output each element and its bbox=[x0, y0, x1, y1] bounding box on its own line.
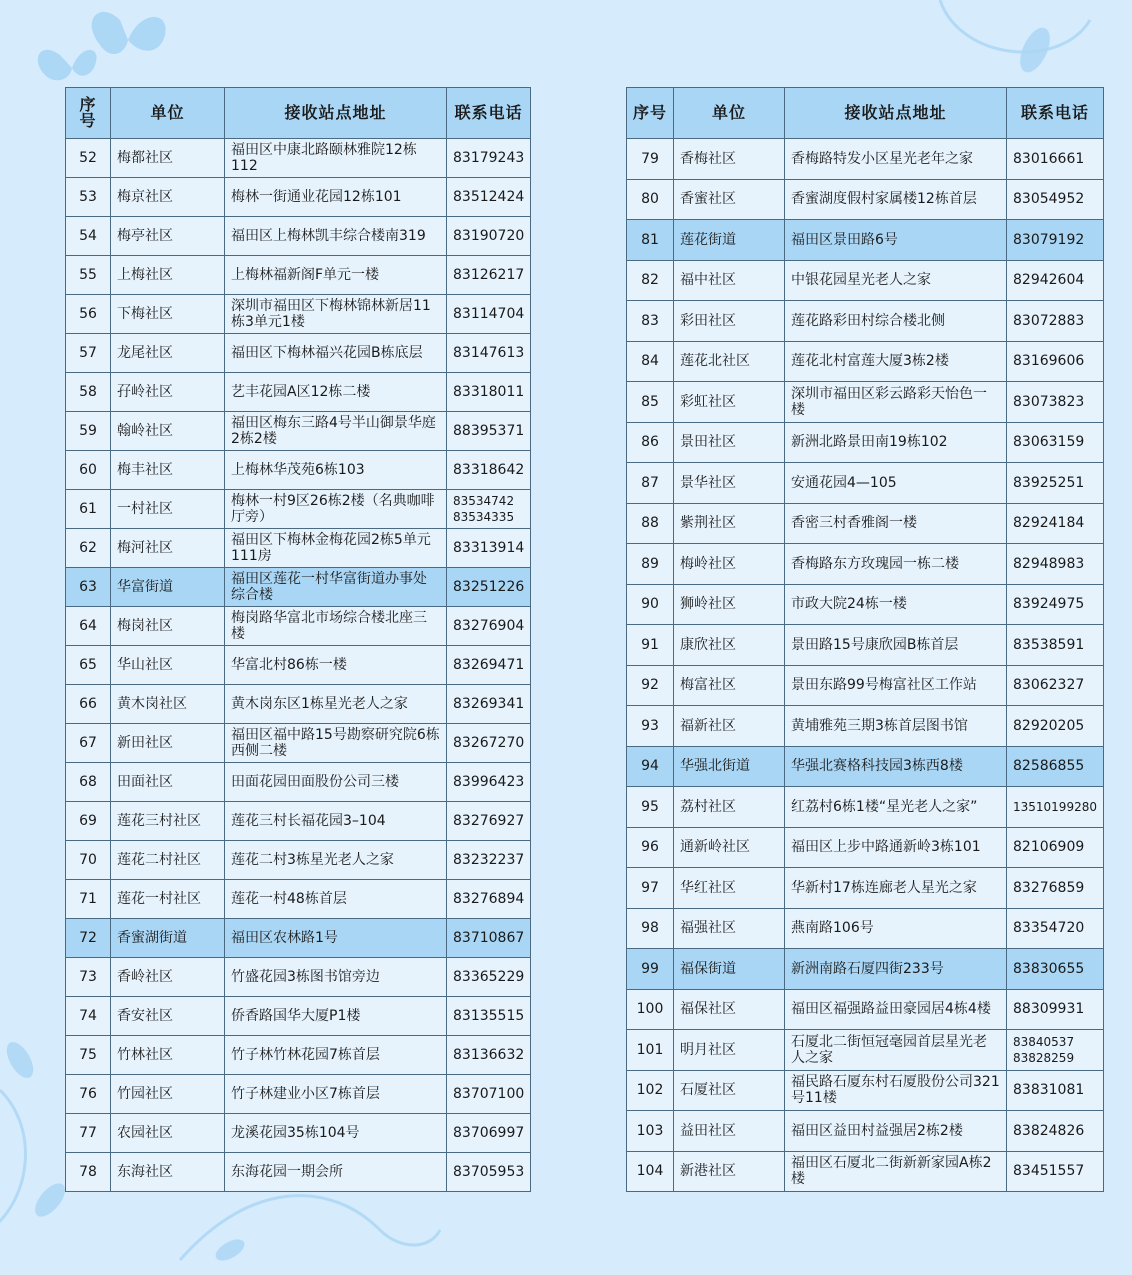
cell-idx: 92 bbox=[627, 665, 674, 706]
cell-address: 中银花园星光老人之家 bbox=[785, 260, 1007, 301]
cell-idx: 55 bbox=[66, 256, 111, 295]
cell-idx: 85 bbox=[627, 382, 674, 423]
cell-phone: 83365229 bbox=[447, 958, 531, 997]
cell-unit: 石厦社区 bbox=[674, 1070, 785, 1111]
cell-unit: 华红社区 bbox=[674, 868, 785, 909]
cell-idx: 101 bbox=[627, 1030, 674, 1071]
cell-unit: 梅河社区 bbox=[111, 529, 225, 568]
cell-unit: 益田社区 bbox=[674, 1111, 785, 1152]
cell-idx: 84 bbox=[627, 341, 674, 382]
table-row bbox=[66, 295, 531, 334]
table-row bbox=[627, 787, 1104, 828]
header-phone: 联系电话 bbox=[447, 88, 531, 139]
butterfly-icon bbox=[38, 12, 166, 81]
cell-address: 福民路石厦东村石厦股份公司321号11楼 bbox=[785, 1070, 1007, 1111]
cell-idx: 52 bbox=[66, 139, 111, 178]
cell-unit: 福保街道 bbox=[674, 949, 785, 990]
cell-unit: 香安社区 bbox=[111, 997, 225, 1036]
cell-idx: 100 bbox=[627, 989, 674, 1030]
cell-phone: 83190720 bbox=[447, 217, 531, 256]
cell-phone: 83831081 bbox=[1007, 1070, 1104, 1111]
cell-phone: 83318642 bbox=[447, 451, 531, 490]
cell-phone: 83147613 bbox=[447, 334, 531, 373]
cell-unit: 梅京社区 bbox=[111, 178, 225, 217]
table-row bbox=[627, 665, 1104, 706]
cell-phone: 82586855 bbox=[1007, 746, 1104, 787]
cell-idx: 62 bbox=[66, 529, 111, 568]
cell-idx: 74 bbox=[66, 997, 111, 1036]
cell-address: 福田区下梅林福兴花园B栋底层 bbox=[225, 334, 447, 373]
cell-address: 梅林一村9区26栋2楼（名典咖啡厅旁） bbox=[225, 490, 447, 529]
cell-idx: 54 bbox=[66, 217, 111, 256]
table-row bbox=[627, 341, 1104, 382]
cell-unit: 梅岗社区 bbox=[111, 607, 225, 646]
cell-unit: 彩田社区 bbox=[674, 301, 785, 342]
cell-address: 石厦北二街恒冠毫园首层星光老人之家 bbox=[785, 1030, 1007, 1071]
cell-unit: 华山社区 bbox=[111, 646, 225, 685]
cell-unit: 农园社区 bbox=[111, 1114, 225, 1153]
cell-address: 梅林一街通业花园12栋101 bbox=[225, 178, 447, 217]
cell-unit: 梅丰社区 bbox=[111, 451, 225, 490]
cell-address: 安通花园4—105 bbox=[785, 463, 1007, 504]
cell-phone: 83707100 bbox=[447, 1075, 531, 1114]
cell-phone: 82942604 bbox=[1007, 260, 1104, 301]
cell-idx: 63 bbox=[66, 568, 111, 607]
cell-address: 竹子林竹林花园7栋首层 bbox=[225, 1036, 447, 1075]
table-row bbox=[66, 802, 531, 841]
cell-idx: 71 bbox=[66, 880, 111, 919]
cell-address: 华新村17栋连廊老人星光之家 bbox=[785, 868, 1007, 909]
cell-unit: 一村社区 bbox=[111, 490, 225, 529]
cell-address: 福田区农林路1号 bbox=[225, 919, 447, 958]
cell-phone: 83996423 bbox=[447, 763, 531, 802]
cell-address: 福田区益田村益强居2栋2楼 bbox=[785, 1111, 1007, 1152]
cell-unit: 康欣社区 bbox=[674, 625, 785, 666]
cell-phone: 83062327 bbox=[1007, 665, 1104, 706]
cell-address: 华强北赛格科技园3栋西8楼 bbox=[785, 746, 1007, 787]
cell-idx: 56 bbox=[66, 295, 111, 334]
cell-idx: 70 bbox=[66, 841, 111, 880]
table-row bbox=[66, 685, 531, 724]
cell-unit: 龙尾社区 bbox=[111, 334, 225, 373]
table-row bbox=[66, 217, 531, 256]
cell-phone: 83534742 83534335 bbox=[447, 490, 531, 529]
table-row bbox=[627, 584, 1104, 625]
cell-phone: 82920205 bbox=[1007, 706, 1104, 747]
cell-unit: 紫荆社区 bbox=[674, 503, 785, 544]
table-header-row bbox=[66, 88, 531, 139]
cell-phone: 83276894 bbox=[447, 880, 531, 919]
cell-unit: 香梅社区 bbox=[674, 139, 785, 180]
cell-phone: 82924184 bbox=[1007, 503, 1104, 544]
cell-phone: 83710867 bbox=[447, 919, 531, 958]
cell-idx: 58 bbox=[66, 373, 111, 412]
header-unit: 单位 bbox=[674, 88, 785, 139]
table-row bbox=[627, 260, 1104, 301]
cell-unit: 翰岭社区 bbox=[111, 412, 225, 451]
cell-phone: 83269471 bbox=[447, 646, 531, 685]
cell-address: 福田区下梅林金梅花园2栋5单元111房 bbox=[225, 529, 447, 568]
cell-unit: 莲花北社区 bbox=[674, 341, 785, 382]
table-row bbox=[627, 139, 1104, 180]
cell-phone: 83924975 bbox=[1007, 584, 1104, 625]
table-row bbox=[66, 1153, 531, 1192]
table-row bbox=[627, 382, 1104, 423]
cell-phone: 83705953 bbox=[447, 1153, 531, 1192]
cell-phone: 83313914 bbox=[447, 529, 531, 568]
table-row bbox=[627, 827, 1104, 868]
cell-idx: 91 bbox=[627, 625, 674, 666]
table-row bbox=[627, 301, 1104, 342]
cell-address: 莲花二村3栋星光老人之家 bbox=[225, 841, 447, 880]
cell-unit: 梅岭社区 bbox=[674, 544, 785, 585]
cell-address: 福田区上梅林凯丰综合楼南319 bbox=[225, 217, 447, 256]
cell-idx: 99 bbox=[627, 949, 674, 990]
cell-phone: 83232237 bbox=[447, 841, 531, 880]
table-row bbox=[66, 646, 531, 685]
collection-sites-table-right bbox=[626, 87, 1104, 1192]
cell-unit: 上梅社区 bbox=[111, 256, 225, 295]
cell-unit: 福强社区 bbox=[674, 908, 785, 949]
cell-idx: 73 bbox=[66, 958, 111, 997]
cell-unit: 福新社区 bbox=[674, 706, 785, 747]
cell-phone: 88395371 bbox=[447, 412, 531, 451]
header-idx: 序号 bbox=[627, 88, 674, 139]
table-row bbox=[66, 451, 531, 490]
cell-phone: 83054952 bbox=[1007, 179, 1104, 220]
cell-address: 景田路15号康欣园B栋首层 bbox=[785, 625, 1007, 666]
cell-unit: 新田社区 bbox=[111, 724, 225, 763]
cell-unit: 福保社区 bbox=[674, 989, 785, 1030]
cell-phone: 83706997 bbox=[447, 1114, 531, 1153]
table-row bbox=[66, 841, 531, 880]
cell-idx: 103 bbox=[627, 1111, 674, 1152]
cell-idx: 87 bbox=[627, 463, 674, 504]
cell-address: 香蜜湖度假村家属楼12栋首层 bbox=[785, 179, 1007, 220]
cell-unit: 梅都社区 bbox=[111, 139, 225, 178]
cell-phone: 83063159 bbox=[1007, 422, 1104, 463]
cell-unit: 香蜜社区 bbox=[674, 179, 785, 220]
table-row bbox=[627, 544, 1104, 585]
cell-phone: 83267270 bbox=[447, 724, 531, 763]
table-row bbox=[66, 763, 531, 802]
cell-address: 福田区莲花一村华富街道办事处综合楼 bbox=[225, 568, 447, 607]
cell-idx: 80 bbox=[627, 179, 674, 220]
cell-unit: 梅亭社区 bbox=[111, 217, 225, 256]
table-row bbox=[627, 989, 1104, 1030]
cell-idx: 102 bbox=[627, 1070, 674, 1111]
cell-phone: 83073823 bbox=[1007, 382, 1104, 423]
cell-unit: 孖岭社区 bbox=[111, 373, 225, 412]
cell-address: 市政大院24栋一楼 bbox=[785, 584, 1007, 625]
cell-address: 田面花园田面股份公司三楼 bbox=[225, 763, 447, 802]
cell-phone: 82948983 bbox=[1007, 544, 1104, 585]
cell-idx: 69 bbox=[66, 802, 111, 841]
cell-phone: 83169606 bbox=[1007, 341, 1104, 382]
table-row bbox=[66, 958, 531, 997]
cell-idx: 83 bbox=[627, 301, 674, 342]
cell-unit: 福中社区 bbox=[674, 260, 785, 301]
cell-idx: 67 bbox=[66, 724, 111, 763]
table-row bbox=[627, 625, 1104, 666]
cell-phone: 83016661 bbox=[1007, 139, 1104, 180]
cell-unit: 华富街道 bbox=[111, 568, 225, 607]
cell-idx: 76 bbox=[66, 1075, 111, 1114]
cell-unit: 荔村社区 bbox=[674, 787, 785, 828]
cell-unit: 通新岭社区 bbox=[674, 827, 785, 868]
cell-idx: 78 bbox=[66, 1153, 111, 1192]
cell-idx: 64 bbox=[66, 607, 111, 646]
cell-unit: 黄木岗社区 bbox=[111, 685, 225, 724]
cell-address: 深圳市福田区下梅林锦林新居11栋3单元1楼 bbox=[225, 295, 447, 334]
cell-address: 福田区石厦北二街新新家园A栋2楼 bbox=[785, 1151, 1007, 1192]
cell-unit: 狮岭社区 bbox=[674, 584, 785, 625]
cell-idx: 89 bbox=[627, 544, 674, 585]
cell-unit: 东海社区 bbox=[111, 1153, 225, 1192]
cell-address: 香梅路特发小区星光老年之家 bbox=[785, 139, 1007, 180]
cell-address: 黄埔雅苑三期3栋首层图书馆 bbox=[785, 706, 1007, 747]
cell-phone: 13510199280 bbox=[1007, 787, 1104, 828]
cell-unit: 华强北街道 bbox=[674, 746, 785, 787]
cell-unit: 新港社区 bbox=[674, 1151, 785, 1192]
cell-unit: 香岭社区 bbox=[111, 958, 225, 997]
header-address: 接收站点地址 bbox=[785, 88, 1007, 139]
table-row bbox=[66, 1036, 531, 1075]
cell-idx: 88 bbox=[627, 503, 674, 544]
header-unit: 单位 bbox=[111, 88, 225, 139]
collection-sites-table-left bbox=[65, 87, 531, 1192]
cell-phone: 83135515 bbox=[447, 997, 531, 1036]
cell-address: 福田区中康北路颐林雅院12栋112 bbox=[225, 139, 447, 178]
table-row bbox=[66, 997, 531, 1036]
table-row bbox=[627, 949, 1104, 990]
cell-phone: 83126217 bbox=[447, 256, 531, 295]
cell-idx: 82 bbox=[627, 260, 674, 301]
cell-phone: 83072883 bbox=[1007, 301, 1104, 342]
table-row bbox=[66, 1075, 531, 1114]
cell-unit: 景华社区 bbox=[674, 463, 785, 504]
table-row bbox=[627, 1070, 1104, 1111]
cell-phone: 83840537 83828259 bbox=[1007, 1030, 1104, 1071]
table-row bbox=[66, 724, 531, 763]
table-row bbox=[66, 178, 531, 217]
cell-idx: 68 bbox=[66, 763, 111, 802]
table-row bbox=[66, 256, 531, 295]
cell-idx: 65 bbox=[66, 646, 111, 685]
cell-idx: 53 bbox=[66, 178, 111, 217]
cell-unit: 莲花街道 bbox=[674, 220, 785, 261]
cell-address: 竹子林建业小区7栋首层 bbox=[225, 1075, 447, 1114]
cell-idx: 104 bbox=[627, 1151, 674, 1192]
header-idx: 序号 bbox=[66, 88, 111, 139]
cell-phone: 83251226 bbox=[447, 568, 531, 607]
table-row bbox=[627, 503, 1104, 544]
cell-address: 上梅林华茂苑6栋103 bbox=[225, 451, 447, 490]
cell-phone: 83318011 bbox=[447, 373, 531, 412]
header-phone: 联系电话 bbox=[1007, 88, 1104, 139]
cell-address: 莲花三村长福花园3–104 bbox=[225, 802, 447, 841]
cell-unit: 竹园社区 bbox=[111, 1075, 225, 1114]
table-row bbox=[66, 412, 531, 451]
cell-phone: 83830655 bbox=[1007, 949, 1104, 990]
cell-unit: 景田社区 bbox=[674, 422, 785, 463]
cell-address: 深圳市福田区彩云路彩天怡色一楼 bbox=[785, 382, 1007, 423]
cell-phone: 83079192 bbox=[1007, 220, 1104, 261]
table-row bbox=[627, 1111, 1104, 1152]
cell-phone: 83179243 bbox=[447, 139, 531, 178]
cell-address: 莲花北村富莲大厦3栋2楼 bbox=[785, 341, 1007, 382]
cell-idx: 98 bbox=[627, 908, 674, 949]
cell-idx: 97 bbox=[627, 868, 674, 909]
cell-address: 新洲北路景田南19栋102 bbox=[785, 422, 1007, 463]
cell-unit: 莲花一村社区 bbox=[111, 880, 225, 919]
cell-idx: 61 bbox=[66, 490, 111, 529]
cell-address: 上梅林福新阁F单元一楼 bbox=[225, 256, 447, 295]
table-row bbox=[627, 463, 1104, 504]
cell-address: 燕南路106号 bbox=[785, 908, 1007, 949]
cell-address: 侨香路国华大厦P1楼 bbox=[225, 997, 447, 1036]
cell-unit: 田面社区 bbox=[111, 763, 225, 802]
table-row bbox=[66, 139, 531, 178]
cell-address: 福田区景田路6号 bbox=[785, 220, 1007, 261]
cell-idx: 81 bbox=[627, 220, 674, 261]
table-row bbox=[627, 868, 1104, 909]
cell-unit: 莲花三村社区 bbox=[111, 802, 225, 841]
table-row bbox=[627, 1151, 1104, 1192]
table-row bbox=[66, 490, 531, 529]
cell-idx: 94 bbox=[627, 746, 674, 787]
cell-idx: 79 bbox=[627, 139, 674, 180]
cell-idx: 96 bbox=[627, 827, 674, 868]
cell-address: 竹盛花园3栋图书馆旁边 bbox=[225, 958, 447, 997]
cell-address: 红荔村6栋1楼“星光老人之家” bbox=[785, 787, 1007, 828]
cell-phone: 83114704 bbox=[447, 295, 531, 334]
cell-idx: 59 bbox=[66, 412, 111, 451]
cell-idx: 95 bbox=[627, 787, 674, 828]
cell-idx: 66 bbox=[66, 685, 111, 724]
cell-unit: 彩虹社区 bbox=[674, 382, 785, 423]
cell-phone: 83276927 bbox=[447, 802, 531, 841]
cell-phone: 83538591 bbox=[1007, 625, 1104, 666]
cell-address: 香梅路东方玫瑰园一栋二楼 bbox=[785, 544, 1007, 585]
cell-unit: 明月社区 bbox=[674, 1030, 785, 1071]
table-row bbox=[66, 919, 531, 958]
table-row bbox=[66, 529, 531, 568]
table-row bbox=[66, 1114, 531, 1153]
cell-idx: 72 bbox=[66, 919, 111, 958]
table-row bbox=[66, 568, 531, 607]
cell-unit: 竹林社区 bbox=[111, 1036, 225, 1075]
cell-address: 福田区福强路益田豪园居4栋4楼 bbox=[785, 989, 1007, 1030]
table-row bbox=[627, 706, 1104, 747]
table-row bbox=[627, 1030, 1104, 1071]
table-row bbox=[627, 422, 1104, 463]
cell-unit: 下梅社区 bbox=[111, 295, 225, 334]
cell-address: 龙溪花园35栋104号 bbox=[225, 1114, 447, 1153]
cell-idx: 86 bbox=[627, 422, 674, 463]
table-row bbox=[627, 179, 1104, 220]
cell-idx: 75 bbox=[66, 1036, 111, 1075]
cell-unit: 莲花二村社区 bbox=[111, 841, 225, 880]
cell-phone: 83512424 bbox=[447, 178, 531, 217]
table-row bbox=[627, 746, 1104, 787]
table-row bbox=[66, 607, 531, 646]
cell-address: 黄木岗东区1栋星光老人之家 bbox=[225, 685, 447, 724]
table-row bbox=[66, 880, 531, 919]
cell-address: 福田区上步中路通新岭3栋101 bbox=[785, 827, 1007, 868]
cell-phone: 88309931 bbox=[1007, 989, 1104, 1030]
cell-phone: 83451557 bbox=[1007, 1151, 1104, 1192]
header-address: 接收站点地址 bbox=[225, 88, 447, 139]
cell-address: 福田区梅东三路4号半山御景华庭2栋2楼 bbox=[225, 412, 447, 451]
cell-address: 福田区福中路15号勘察研究院6栋西侧二楼 bbox=[225, 724, 447, 763]
table-row bbox=[627, 908, 1104, 949]
cell-idx: 57 bbox=[66, 334, 111, 373]
cell-unit: 香蜜湖街道 bbox=[111, 919, 225, 958]
cell-address: 东海花园一期会所 bbox=[225, 1153, 447, 1192]
cell-address: 莲花一村48栋首层 bbox=[225, 880, 447, 919]
cell-address: 艺丰花园A区12栋二楼 bbox=[225, 373, 447, 412]
cell-phone: 83925251 bbox=[1007, 463, 1104, 504]
cell-address: 华富北村86栋一楼 bbox=[225, 646, 447, 685]
cell-address: 莲花路彩田村综合楼北侧 bbox=[785, 301, 1007, 342]
table-row bbox=[627, 220, 1104, 261]
cell-phone: 83824826 bbox=[1007, 1111, 1104, 1152]
table-header-row bbox=[627, 88, 1104, 139]
cell-idx: 77 bbox=[66, 1114, 111, 1153]
cell-phone: 83136632 bbox=[447, 1036, 531, 1075]
cell-phone: 82106909 bbox=[1007, 827, 1104, 868]
cell-idx: 90 bbox=[627, 584, 674, 625]
cell-phone: 83354720 bbox=[1007, 908, 1104, 949]
cell-phone: 83276904 bbox=[447, 607, 531, 646]
table-row bbox=[66, 373, 531, 412]
cell-phone: 83269341 bbox=[447, 685, 531, 724]
table-row bbox=[66, 334, 531, 373]
cell-address: 新洲南路石厦四街233号 bbox=[785, 949, 1007, 990]
cell-address: 梅岗路华富北市场综合楼北座三楼 bbox=[225, 607, 447, 646]
cell-idx: 93 bbox=[627, 706, 674, 747]
cell-idx: 60 bbox=[66, 451, 111, 490]
cell-address: 香密三村香雅阁一楼 bbox=[785, 503, 1007, 544]
cell-address: 景田东路99号梅富社区工作站 bbox=[785, 665, 1007, 706]
cell-phone: 83276859 bbox=[1007, 868, 1104, 909]
cell-unit: 梅富社区 bbox=[674, 665, 785, 706]
